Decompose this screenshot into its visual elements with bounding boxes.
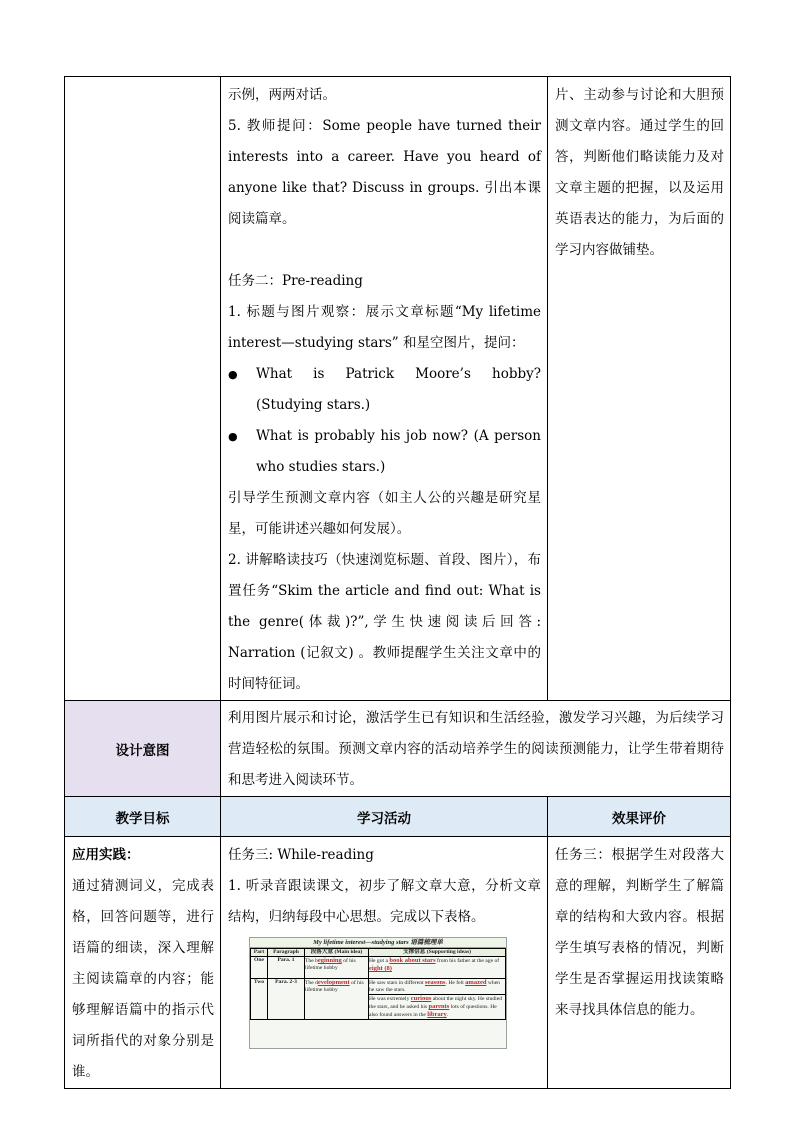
- task3-step1: 1. 听录音跟读课文，初步了解文章大意，分析文章结构，归纳每段中心思想。完成以下表格。: [228, 878, 541, 925]
- answer: eginning: [317, 957, 342, 964]
- text: He saw stars in different: [369, 980, 425, 986]
- practice-evaluation-text: 任务三：根据学生对段落大意的理解，判断学生了解篇章的结构和大致内容。根据学生填写表格的情况，判断学生是否掌握运用找读策略来寻找具体信息的能力。: [555, 847, 724, 1018]
- text: of his lifetime hobby: [305, 980, 364, 993]
- task2-title: 任务二：Pre-reading: [228, 273, 363, 289]
- text: He was extremely: [369, 996, 411, 1002]
- text: lots of questions. He also found answers in the: [369, 1004, 497, 1018]
- answer: amazed: [465, 979, 487, 986]
- bullet-dot-icon: ●: [228, 430, 238, 443]
- text: The b: [305, 958, 318, 964]
- text: about the night sky. He studied the stars, and he asked his: [369, 996, 503, 1010]
- answer: book about stars: [389, 957, 436, 964]
- activity-line-2: 5. 教师提问：Some people have turned their interests into a career. Have you heard of anyone like that? Discuss in groups. 引出本课阅读篇章。: [228, 118, 541, 227]
- activity-line-1: 示例，两两对话。: [228, 87, 336, 103]
- bullet-item-2: [228, 421, 541, 483]
- bullet-text-1: What is Patrick Moore’s hobby? (Studying stars.): [256, 366, 541, 413]
- answer: evelopment: [317, 979, 350, 986]
- evaluation-text: 片、主动参与讨论和大胆预测文章内容。通过学生的回答，判断他们略读能力及对文章主题的把握，以及运用英语表达的能力，为后面的学习内容做铺垫。: [555, 87, 724, 258]
- worksheet-part: One: [251, 957, 268, 979]
- lesson-plan-page: [64, 76, 730, 1089]
- goal-text: 通过猜测词义，完成表格，回答问题等，进行语篇的细读，深入理解主阅读篇章的内容；能够理解语篇中的指示代词所指代的对象分别是谁。: [72, 878, 214, 1080]
- practice-evaluation-cell: [548, 837, 731, 1089]
- worksheet-row: [251, 979, 506, 995]
- reading-worksheet-figure: [249, 937, 507, 1049]
- design-cell: [221, 701, 731, 797]
- worksheet-col-paragraph: Paragraph: [268, 949, 305, 957]
- evaluation-cell: [548, 77, 731, 701]
- worksheet-title: My lifetime interest—studying stars 语篇梳理单: [250, 938, 506, 948]
- goal-title: 应用实践：: [72, 847, 140, 863]
- answer: eight (8): [369, 965, 392, 972]
- design-row: [65, 701, 731, 797]
- worksheet-paragraph: Para. 2-3: [268, 979, 305, 1020]
- answer: library: [427, 1011, 447, 1018]
- header-goal: 教学目标: [65, 797, 221, 837]
- worksheet-row: [251, 957, 506, 979]
- worksheet-paragraph: Para. 1: [268, 957, 305, 979]
- text: from his father at the age of: [435, 958, 500, 964]
- activity-cell: [221, 77, 548, 701]
- bullet-text-2: What is probably his job now? (A person who studies stars.): [256, 428, 541, 475]
- answer: curious: [410, 995, 432, 1002]
- worksheet-header-row: [251, 949, 506, 957]
- goal-cell-empty: [65, 77, 221, 701]
- task3-title: 任务三: While-reading: [228, 847, 374, 863]
- header-row: [65, 797, 731, 837]
- header-activity: 学习活动: [221, 797, 548, 837]
- text: .: [446, 1012, 449, 1018]
- worksheet-support: [369, 995, 506, 1020]
- answer: seasons: [424, 979, 446, 986]
- guide-text: 引导学生预测文章内容（如主人公的兴趣是研究星星，可能讲述兴趣如何发展）。: [228, 490, 541, 537]
- bullet-item-1: [228, 359, 541, 421]
- worksheet-col-support: 支撑信息 (Supporting ideas): [369, 949, 506, 957]
- text: of his lifetime hobby: [305, 958, 356, 971]
- text: when he saw the stars.: [369, 980, 500, 993]
- worksheet-support: [369, 957, 506, 979]
- worksheet-part: Two: [251, 979, 268, 1020]
- lesson-plan-table: [64, 76, 731, 1089]
- bullet-dot-icon: ●: [228, 368, 238, 381]
- goal-cell: [65, 837, 221, 1089]
- practice-activity-cell: [221, 837, 548, 1089]
- task2-step2: 2. 讲解略读技巧（快速浏览标题、首段、图片），布置任务“Skim the article and find out: What is the genre(体裁)?”,学生快速阅读后回答: Narration (记叙文) 。教师提醒学生关注文章中的时间特征词。: [228, 552, 541, 692]
- text: The d: [305, 980, 318, 986]
- design-label: 设计意图: [65, 701, 221, 797]
- worksheet-table: [250, 948, 506, 1020]
- task2-step1: 1. 标题与图片观察：展示文章标题“My lifetime interest—studying stars” 和星空图片，提问：: [228, 304, 541, 351]
- worksheet-main-idea: [305, 979, 369, 1020]
- text: He got a: [369, 958, 390, 964]
- worksheet-col-part: Part: [251, 949, 268, 957]
- worksheet-col-main: 段落大意 (Main idea): [305, 949, 369, 957]
- text: . He felt: [445, 980, 466, 986]
- worksheet-support: [369, 979, 506, 995]
- worksheet-main-idea: [305, 957, 369, 979]
- header-evaluation: 效果评价: [548, 797, 731, 837]
- activity-row-continued: [65, 77, 731, 701]
- answer: parents: [428, 1003, 450, 1010]
- design-text: 利用图片展示和讨论，激活学生已有知识和生活经验，激发学习兴趣，为后续学习营造轻松的氛围。预测文章内容的活动培养学生的阅读预测能力，让学生带着期待和思考进入阅读环节。: [228, 710, 724, 788]
- practice-row: [65, 837, 731, 1089]
